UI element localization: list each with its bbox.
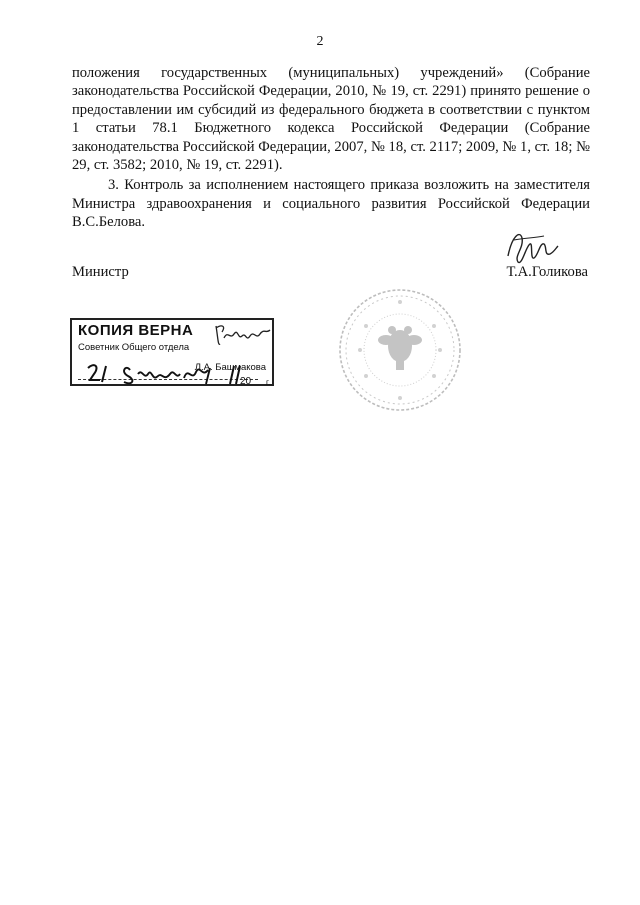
document-body: [72, 64, 590, 232]
stamp-title: КОПИЯ ВЕРНА: [78, 322, 194, 339]
signatory-role: Министр: [72, 264, 129, 280]
paragraph-2: 3. Контроль за исполнением настоящего приказа возложить на заместителя Министра здравоохранения и социального развития Российской Федерации В.С.Белова.: [72, 177, 590, 231]
stamp-year-prefix: 20: [240, 376, 252, 387]
stamp-handwritten-date-icon: [82, 360, 262, 388]
stamp-person: Л.А. Башмакова: [194, 362, 266, 373]
signatory-name: Т.А.Голикова: [506, 264, 588, 280]
certified-copy-stamp: [70, 318, 274, 386]
stamp-position: Советник Общего отдела: [78, 342, 190, 353]
page-number: 2: [316, 34, 324, 49]
paragraph-1: положения государственных (муниципальных) учреждений» (Собрание законодательства Российской Федерации, 2010, № 19, ст. 2291) принято решение о предоставлении им субсидий из федерального бюджета в соответствии с пунктом 1 статьи 78.1 Бюджетного кодекса Российской Федерации (Собрание законодательства Российской Федерации, 2007, № 18, ст. 2117; 2009, № 1, ст. 18; № 29, ст. 3582; 2010, № 19, ст. 2291).: [72, 65, 590, 174]
stamp-year-suffix: г.: [266, 378, 271, 387]
stamp-signature-icon: [212, 320, 272, 350]
official-seal-icon: [336, 286, 464, 414]
